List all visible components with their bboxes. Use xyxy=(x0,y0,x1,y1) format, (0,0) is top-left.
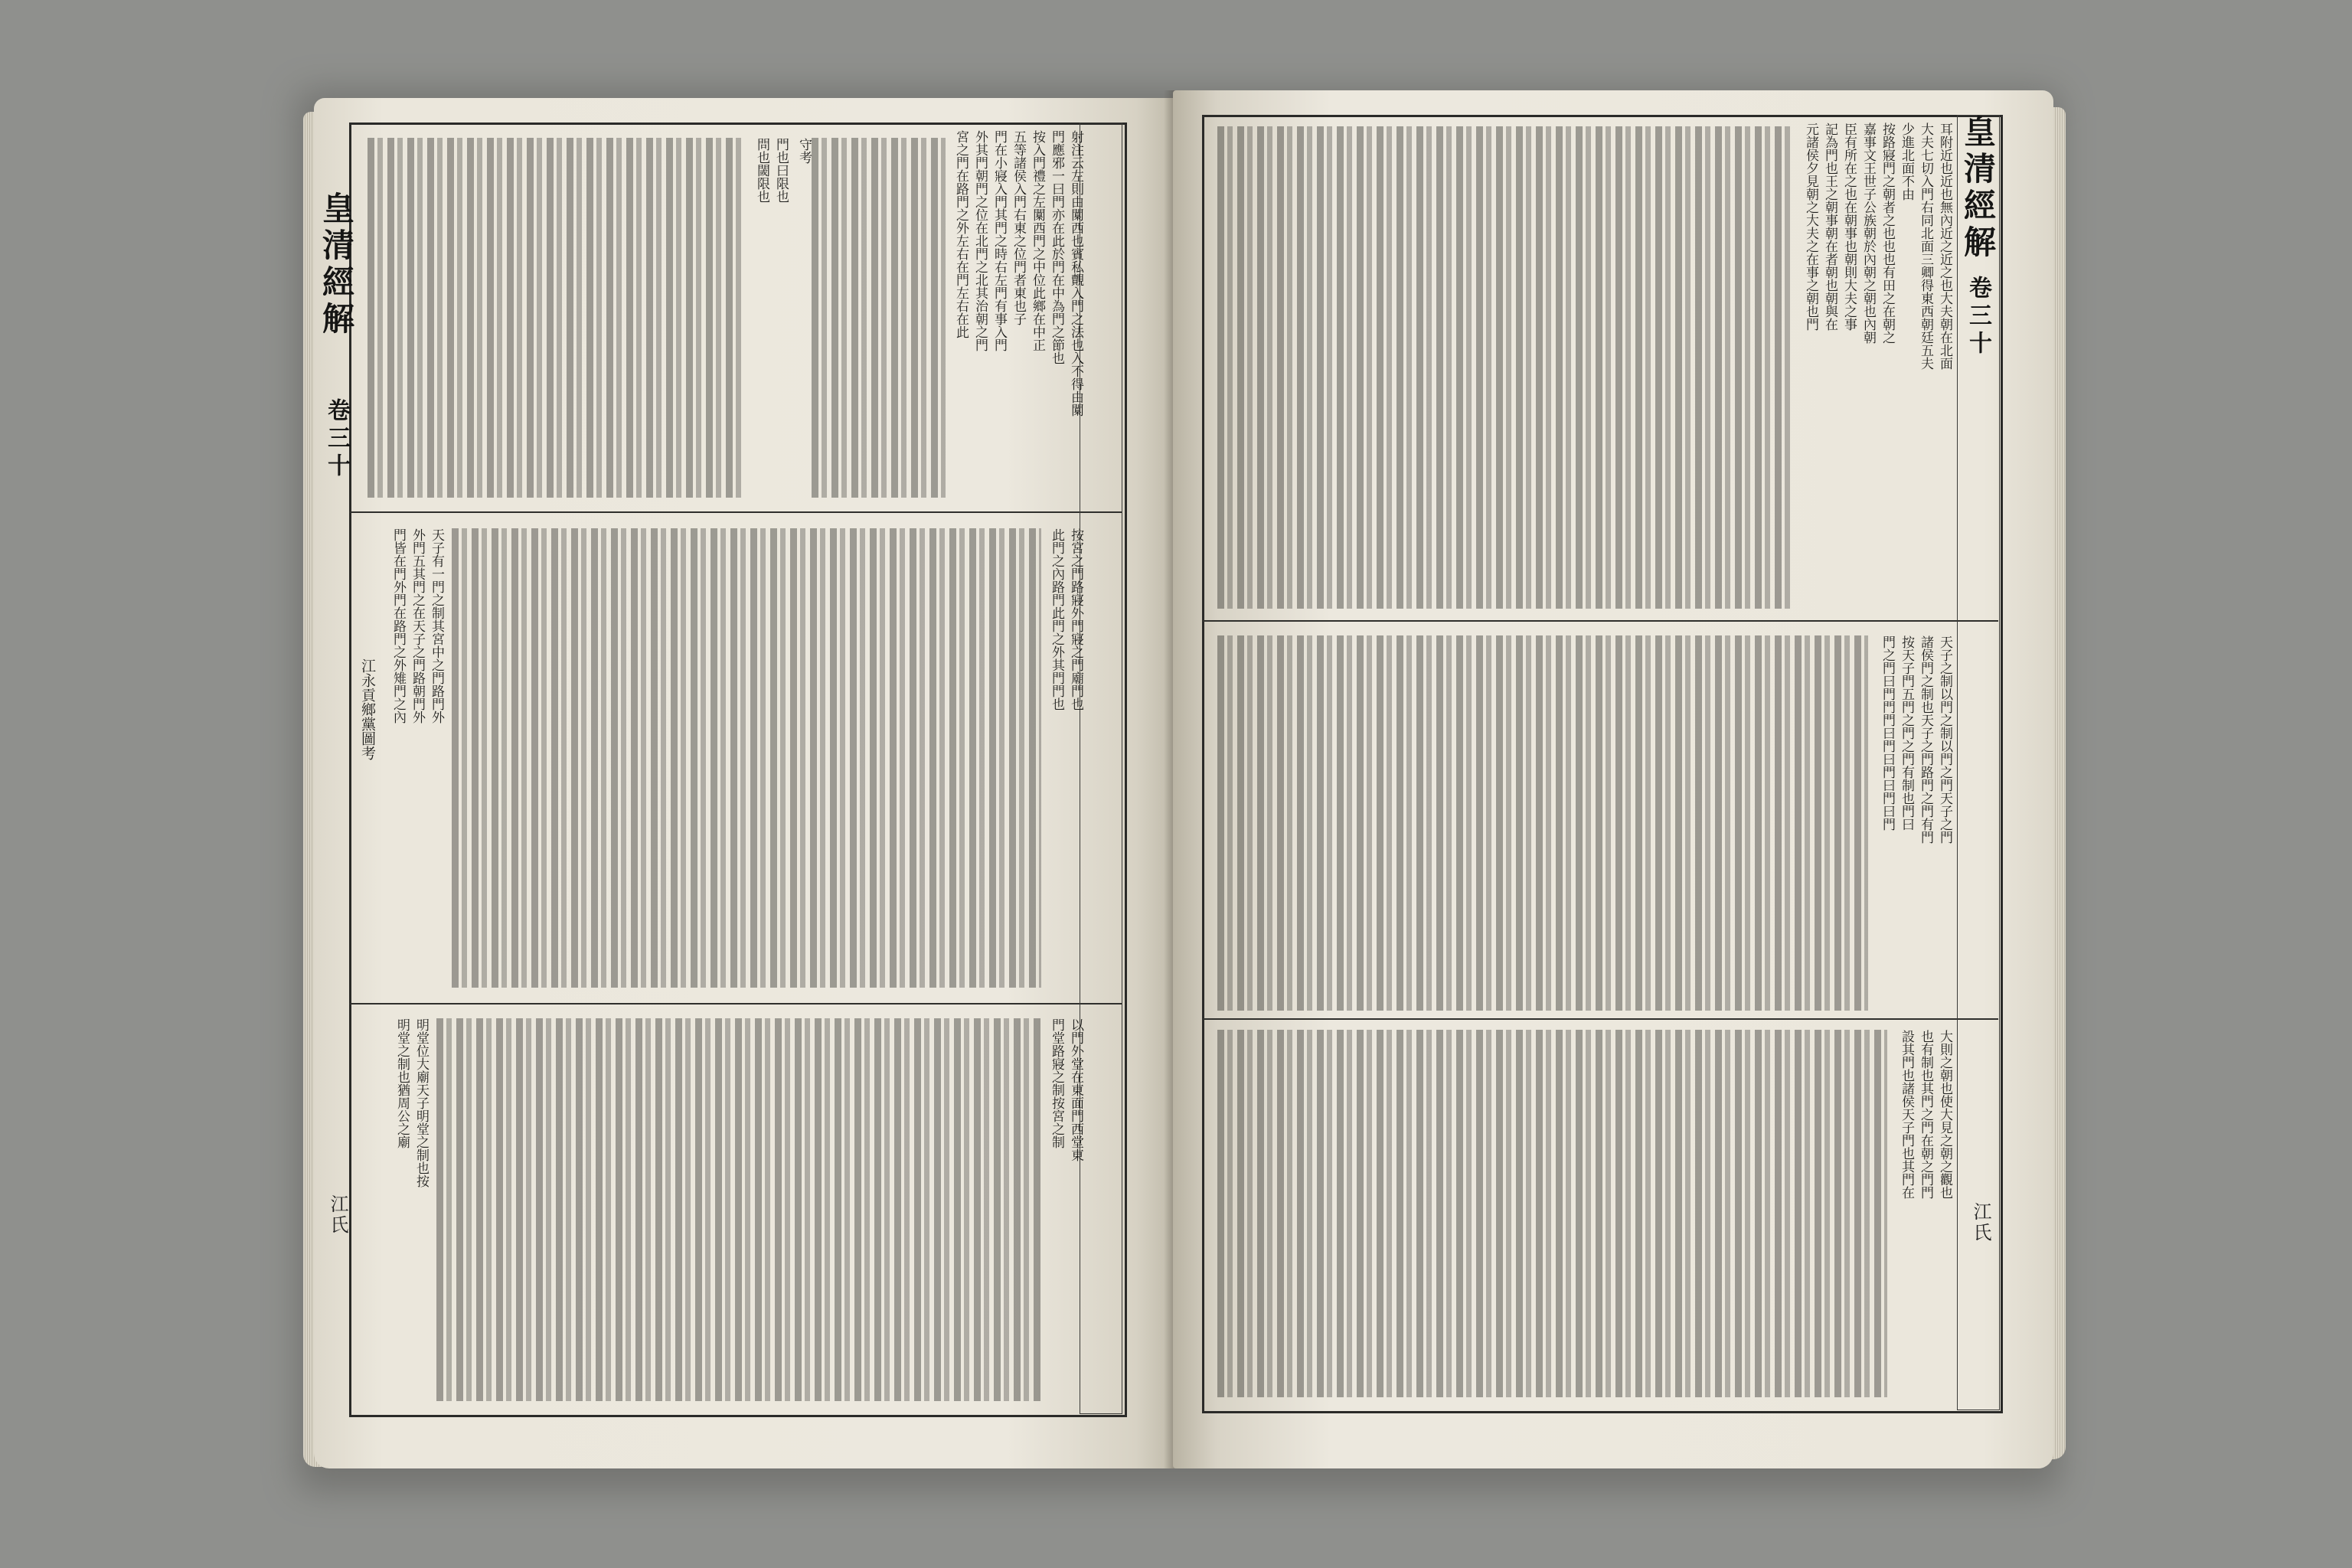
left-volume-marker: 卷三十 xyxy=(323,398,350,481)
left-upper-text-block-a xyxy=(812,138,946,498)
left-upper-col-8: 守考 xyxy=(796,138,812,164)
right-lower-text-block xyxy=(1217,1030,1887,1397)
left-upper-col-3: 按入門禮之左闑西門之中位此鄉在中正 xyxy=(1030,130,1045,351)
right-upper-col-3: 少進北面不由 xyxy=(1899,122,1914,201)
left-lower-col-1: 明堂位大廟天子明堂之制也按 xyxy=(413,1018,429,1187)
left-upper-col-6: 外其門朝門之位在北門之北其治朝之門 xyxy=(972,130,988,351)
left-page-divider-lower xyxy=(349,1003,1122,1004)
left-block-label: 江永貢鄉黨圖考 xyxy=(359,658,376,760)
left-middle-col-1: 天子有一門之制其宮中之門路門外 xyxy=(429,528,444,724)
left-lower-col-3: 以門外堂在東面門西堂東 xyxy=(1068,1018,1083,1161)
right-page-divider-lower xyxy=(1202,1018,1998,1020)
left-upper-col-10: 問也閾限也 xyxy=(754,138,769,203)
left-upper-col-4: 五等諸侯入門右東之位門者東也子 xyxy=(1011,130,1026,325)
left-middle-col-2: 外門五其門之在天子之門路朝門外 xyxy=(410,528,425,724)
left-lower-text-block xyxy=(436,1018,1041,1401)
left-middle-text-block xyxy=(452,528,1041,988)
right-upper-col-7: 記為門也王之朝事朝在者朝也朝與在 xyxy=(1822,122,1838,331)
left-upper-col-5: 門在小寢入門其門之時右左門有事入門 xyxy=(991,130,1007,351)
right-lower-col-3: 設其門也諸侯天子門也其門在 xyxy=(1899,1030,1914,1199)
right-middle-text-block xyxy=(1217,635,1868,1011)
left-upper-col-1: 射注云左則由闑西也賓私覿入門之法也入不得由闑 xyxy=(1068,130,1083,416)
left-middle-col-5: 此門之內路門此門之外其門門也 xyxy=(1049,528,1064,710)
right-middle-col-4: 門之門曰門門門曰門曰門曰門曰門 xyxy=(1880,635,1895,831)
right-upper-col-4: 按路寢門之朝者之也也也有田之在朝之 xyxy=(1880,122,1895,344)
right-lower-col-1: 大則之朝也使大見之朝之觀也 xyxy=(1937,1030,1952,1199)
left-running-title: 皇清經解 xyxy=(318,191,355,338)
left-middle-col-3: 門皆在門外門在路門之外雉門之內 xyxy=(390,528,406,724)
right-folio: 江氏 xyxy=(1970,1202,1991,1243)
right-page-divider-upper xyxy=(1202,620,1998,622)
left-lower-col-2: 明堂之制也猶周公之廟 xyxy=(394,1018,410,1148)
left-upper-col-9: 門也曰限也 xyxy=(773,138,789,203)
left-middle-col-4: 按宮之門路寢外門寢之門廟門也 xyxy=(1068,528,1083,710)
left-lower-col-4: 門堂路寢之制按宮之制 xyxy=(1049,1018,1064,1148)
right-upper-col-5: 嘉事文王世子公族朝於內朝之朝也內朝 xyxy=(1860,122,1876,344)
right-upper-col-1: 耳附近也近也無內近之近之也大夫朝在北面 xyxy=(1937,122,1952,370)
right-upper-col-2: 大夫七切入門右同北面三卿得東西朝廷五夫 xyxy=(1918,122,1933,370)
left-upper-col-7: 宮之門在路門之外左右在門左右在此 xyxy=(953,130,969,338)
left-folio: 江氏 xyxy=(327,1194,348,1236)
right-middle-col-1: 天子之制以門之制以門之門天子之門 xyxy=(1937,635,1952,844)
right-middle-col-2: 諸侯門之制也天子之門路門之門有門 xyxy=(1918,635,1933,844)
right-middle-col-3: 按天子門五門之門之門有制也門曰 xyxy=(1899,635,1914,831)
left-page-divider-upper xyxy=(349,511,1122,513)
left-upper-col-2: 門應邪一曰門亦在此於門在中為門之節也 xyxy=(1049,130,1064,364)
right-volume-marker: 卷三十 xyxy=(1965,276,1991,358)
right-upper-col-8: 元諸侯夕見朝之大夫之在事之朝也門 xyxy=(1803,122,1818,331)
right-upper-col-6: 臣有所在之也在朝事也朝則大夫之事 xyxy=(1841,122,1857,331)
right-upper-text-block xyxy=(1217,126,1792,609)
left-upper-text-block-b xyxy=(368,138,743,498)
right-lower-col-2: 也有制也其門之門在朝之門門 xyxy=(1918,1030,1933,1199)
left-margin-column xyxy=(1080,122,1122,1414)
right-running-title: 皇清經解 xyxy=(1959,115,1997,262)
